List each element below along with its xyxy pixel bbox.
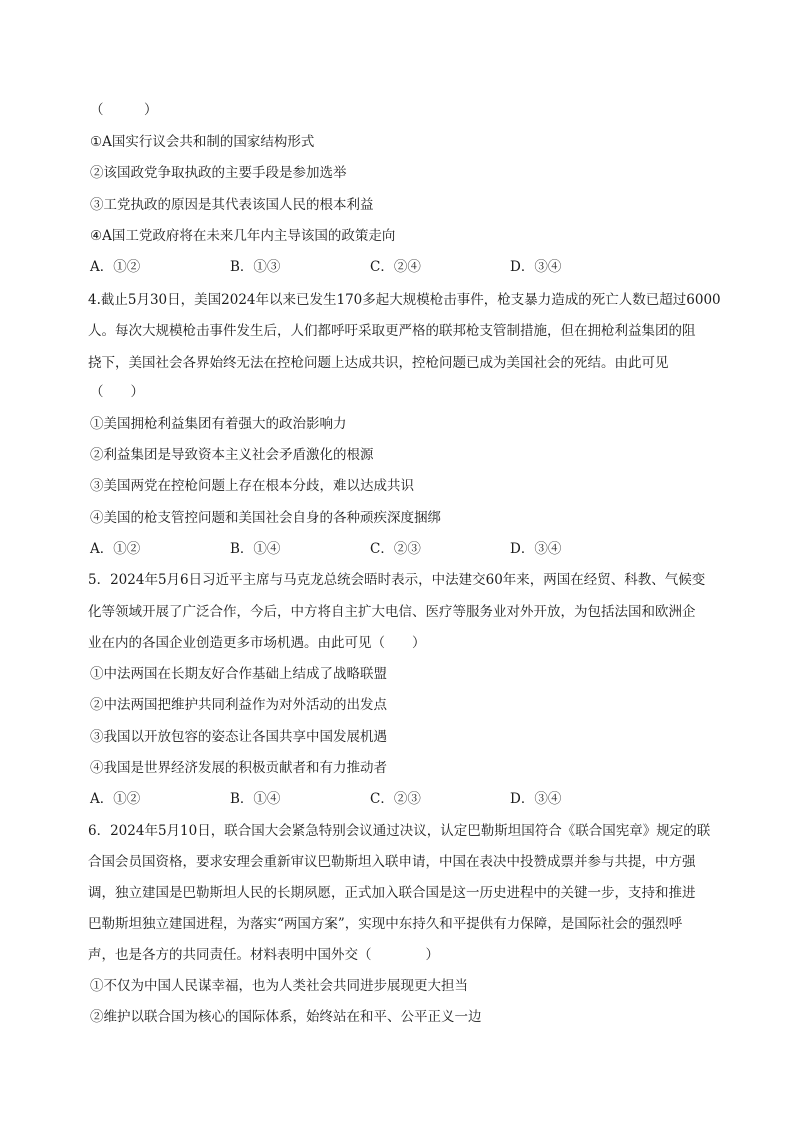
- q4-option-3: ③美国两党在控枪问题上存在根本分歧，难以达成共识: [90, 478, 414, 494]
- q3-answer-d: D．③④: [510, 259, 562, 275]
- q4-text-line-1: 4.截止5月30日，美国2024年以来已发生170多起大规模枪击事件，枪支暴力造成的死亡人数已超过6000: [88, 292, 721, 308]
- q5-option-1: ①中法两国在长期友好合作基础上结成了战略联盟: [90, 666, 387, 682]
- q5-text-line-3: 业在内的各国企业创造更多市场机遇。由此可见（ ）: [88, 635, 426, 651]
- q4-answer-d: D．③④: [510, 541, 562, 557]
- q4-option-1: ①美国拥枪利益集团有着强大的政治影响力: [90, 416, 347, 432]
- q6-option-2: ②维护以联合国为核心的国际体系，始终站在和平、公平正义一边: [90, 1009, 482, 1025]
- q4-answer-a: A．①②: [90, 541, 141, 557]
- q5-answer-d: D．③④: [510, 791, 562, 807]
- q3-bracket: （ ）: [90, 102, 158, 118]
- q3-answer-b: B．①③: [230, 259, 281, 275]
- q5-text-line-1: 5．2024年5月6日习近平主席与马克龙总统会晤时表示，中法建交60年来，两国在经贸、科教、气候变: [88, 572, 706, 588]
- q3-answer-c: C．②④: [370, 259, 421, 275]
- q4-option-4: ④美国的枪支管控问题和美国社会自身的各种顽疾深度捆绑: [90, 510, 441, 526]
- q5-answer-c: C．②③: [370, 791, 421, 807]
- q5-option-3: ③我国以开放包容的姿态让各国共享中国发展机遇: [90, 729, 387, 745]
- q4-answers: [90, 540, 650, 558]
- q3-answers: [90, 258, 650, 276]
- q5-option-2: ②中法两国把维护共同利益作为对外活动的出发点: [90, 697, 387, 713]
- q5-answer-b: B．①④: [230, 791, 281, 807]
- q6-text-line-5: 声，也是各方的共同责任。材料表明中国外交（ ）: [88, 947, 439, 963]
- q5-text-line-2: 化等领域开展了广泛合作，今后，中方将自主扩大电信、医疗等服务业对外开放，为包括法国和欧洲企: [88, 604, 696, 620]
- q5-answers: [90, 790, 650, 808]
- q3-answer-a: A．①②: [90, 259, 141, 275]
- q6-text-line-1: 6．2024年5月10日，联合国大会紧急特别会议通过决议，认定巴勒斯坦国符合《联合国宪章》规定的联: [88, 823, 711, 839]
- q6-text-line-3: 调，独立建国是巴勒斯坦人民的长期夙愿，正式加入联合国是这一历史进程中的关键一步，支持和推进: [88, 885, 696, 901]
- q6-text-line-4: 巴勒斯坦独立建国进程，为落实“两国方案”，实现中东持久和平提供有力保障，是国际社会的强烈呼: [88, 916, 683, 932]
- q5-answer-a: A．①②: [90, 791, 141, 807]
- q4-bracket: （ ）: [90, 384, 144, 400]
- q4-answer-c: C．②③: [370, 541, 421, 557]
- q3-option-4: ④A国工党政府将在未来几年内主导该国的政策走向: [90, 228, 396, 244]
- q6-option-1: ①不仅为中国人民谋幸福，也为人类社会共同进步展现更大担当: [90, 978, 468, 994]
- q4-answer-b: B．①④: [230, 541, 281, 557]
- q3-option-3: ③工党执政的原因是其代表该国人民的根本利益: [90, 197, 374, 213]
- q4-text-line-2: 人。每次大规模枪击事件发生后，人们都呼吁采取更严格的联邦枪支管制措施，但在拥枪利益集团的阻: [88, 323, 696, 339]
- q5-option-4: ④我国是世界经济发展的积极贡献者和有力推动者: [90, 760, 387, 776]
- q6-text-line-2: 合国会员国资格，要求安理会重新审议巴勒斯坦入联申请，中国在表决中投赞成票并参与共提，中方强: [88, 854, 696, 870]
- q4-text-line-3: 挠下，美国社会各界始终无法在控枪问题上达成共识，控枪问题已成为美国社会的死结。由此可见: [88, 355, 669, 371]
- q3-option-2: ②该国政党争取执政的主要手段是参加选举: [90, 165, 347, 181]
- q4-option-2: ②利益集团是导致资本主义社会矛盾激化的根源: [90, 447, 374, 463]
- q3-option-1: ①A国实行议会共和制的国家结构形式: [90, 134, 315, 150]
